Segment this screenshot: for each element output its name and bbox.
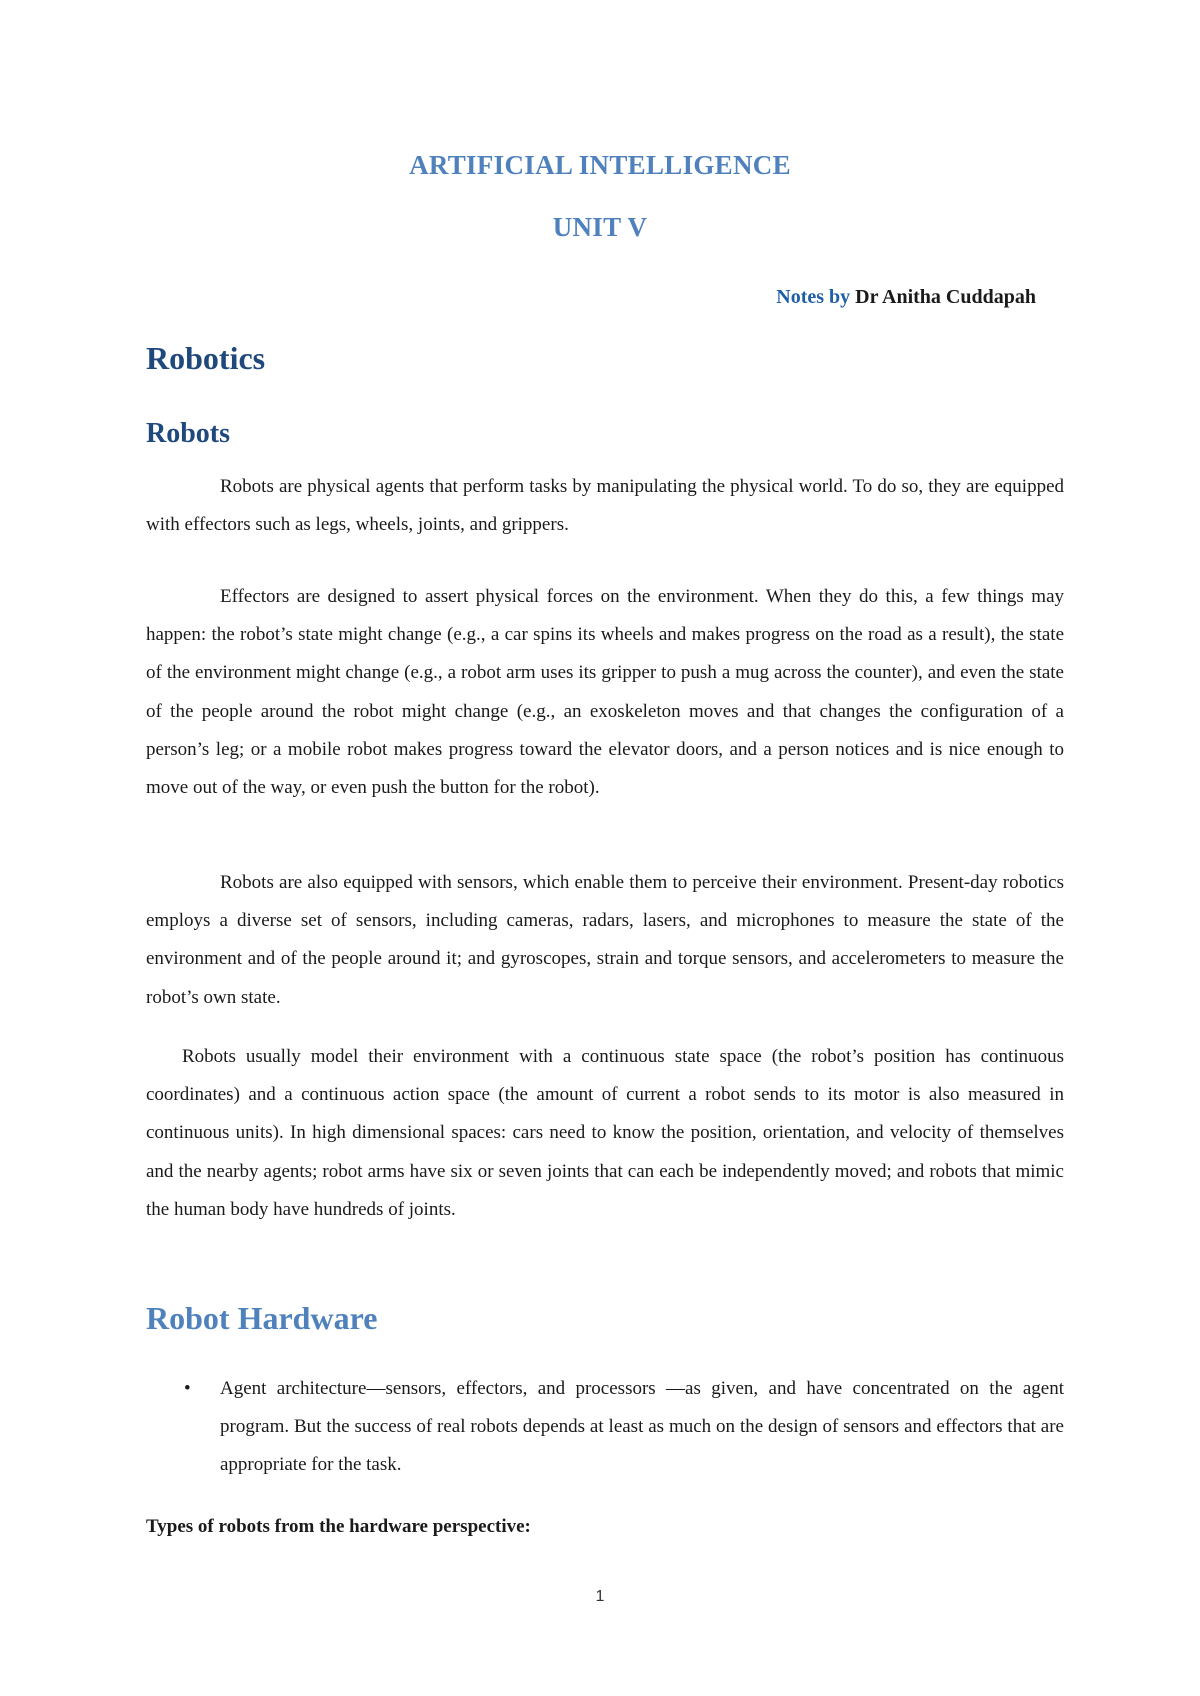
types-heading: Types of robots from the hardware perspective: (146, 1516, 531, 1537)
heading-robotics: Robotics (146, 340, 266, 376)
notes-by-label: Notes by (776, 286, 851, 308)
heading-robot-hardware: Robot Hardware (146, 1300, 378, 1336)
paragraph-state-space: Robots usually model their environment with a continuous state space (the robot’s position has continuous coordinates) and a continuous action space (the amount of current a robot sends to its motor is also measured in continuous units). In high dimensional spaces: cars need to know the position, orientation, and velocity of themselves and the nearby agents; robot arms have six or seven joints that can each be independently moved; and robots that mimic the human body have hundreds of joints. (146, 1046, 1064, 1220)
document-title: ARTIFICIAL INTELLIGENCE (409, 150, 791, 180)
bullet-icon: • (184, 1378, 191, 1399)
heading-robots: Robots (146, 418, 231, 449)
unit-label: UNIT V (552, 212, 648, 242)
author-line (776, 286, 1036, 309)
bullet-text: Agent architecture—sensors, effectors, and processors —as given, and have concentrated on the agent program. But the success of real robots depends at least as much on the design of sensors and effectors that are appropriate for the task. (220, 1378, 1064, 1476)
paragraph-sensors: Robots are also equipped with sensors, which enable them to perceive their environment. Present-day robotics employs a diverse set of sensors, including cameras, radars, lasers, and microphones to measure the state of the environment and of the people around it; and gyroscopes, strain and torque sensors, and accelerometers to measure the robot’s own state. (146, 872, 1064, 1008)
paragraph-robots-definition: Robots are physical agents that perform tasks by manipulating the physical world. To do so, they are equipped with effectors such as legs, wheels, joints, and grippers. (146, 476, 1064, 536)
page-number: 1 (595, 1588, 605, 1605)
paragraph-effectors: Effectors are designed to assert physical forces on the environment. When they do this, a few things may happen: the robot’s state might change (e.g., a car spins its wheels and makes progress on the road as a result), the state of the environment might change (e.g., a robot arm uses its gripper to push a mug across the counter), and even the state of the people around the robot might change (e.g., an exoskeleton moves and that changes the configuration of a person’s leg; or a mobile robot makes progress toward the elevator doors, and a person notices and is nice enough to move out of the way, or even push the button for the robot). (146, 586, 1064, 799)
author-name: Dr Anitha Cuddapah (855, 286, 1036, 308)
